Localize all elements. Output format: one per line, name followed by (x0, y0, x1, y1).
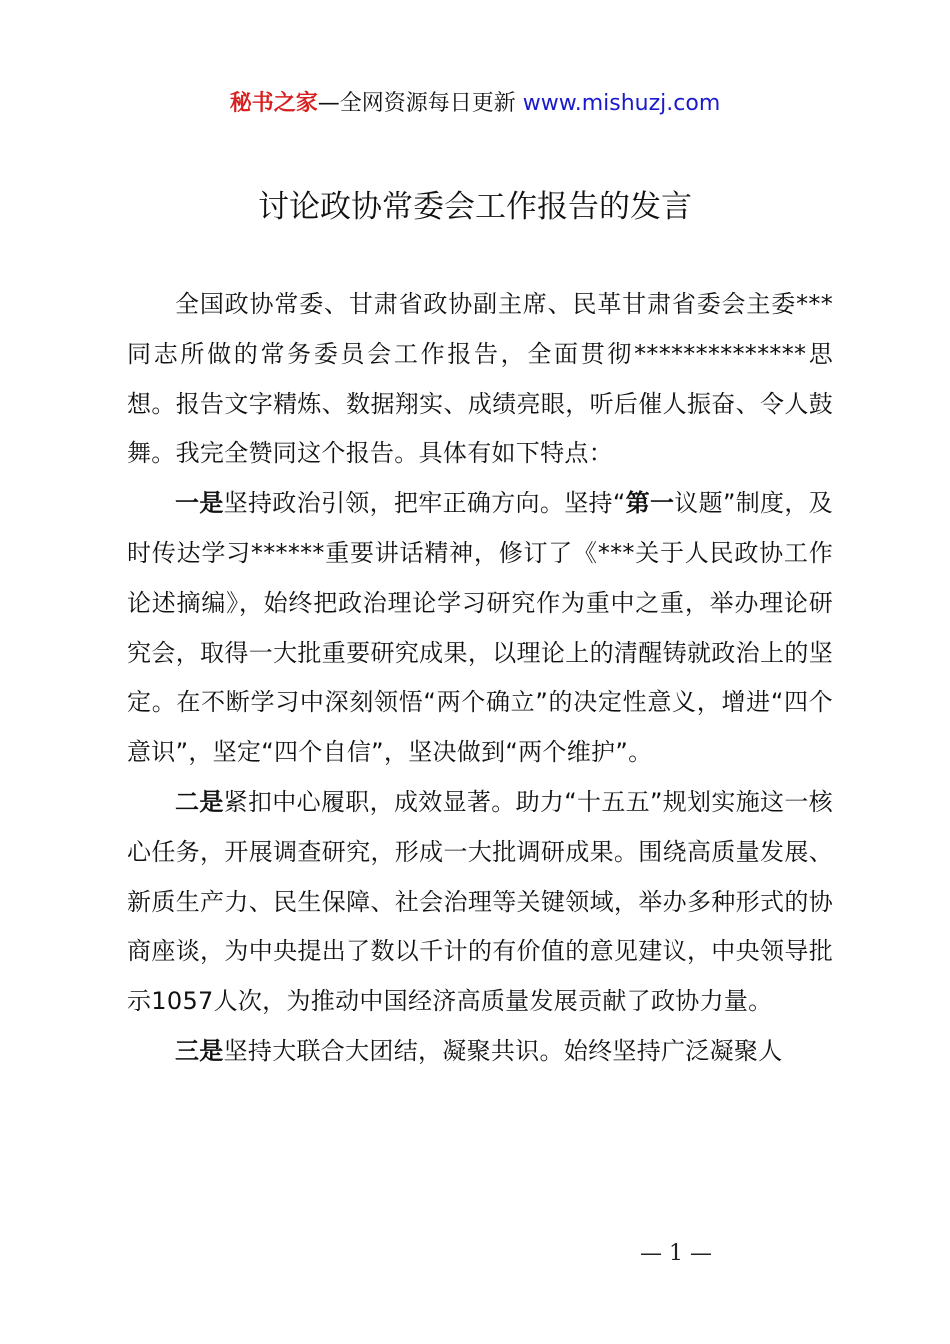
page-number: — 1 — (640, 1241, 712, 1266)
paragraph-lead: 二是 (175, 787, 224, 816)
paragraph-point-3 (127, 1027, 833, 1077)
site-url-link[interactable]: www.mishuzj.com (522, 91, 721, 116)
paragraph-text: 议题”制度，及时传达学习******重要讲话精神，修订了《***关于人民政协工作论述摘编》，始终把政治理论学习研究作为重中之重，举办理论研究会，取得一大批重要研究成果，以理论上的清醒铸就政治上的坚定。在不断学习中深刻领悟“两个确立”的决定性意义，增进“四个意识”，坚定“四个自信”，坚决做到“两个维护”。 (127, 489, 833, 767)
site-header (0, 86, 950, 122)
paragraph-text: 坚持政治引领，把牢正确方向。坚持“ (223, 489, 626, 518)
paragraph-intro (127, 280, 833, 479)
brand-name: 秘书之家 (229, 91, 318, 116)
paragraph-text: 紧扣中心履职，成效显著。助力“十五五”规划实施这一核心任务，开展调查研究，形成一大批调研成果。围绕高质量发展、新质生产力、民生保障、社会治理等关键领域，举办多种形式的协商座谈，为中央提出了数以千计的有价值的意见建议，中央领导批示1057人次，为推动中国经济高质量发展贡献了政协力量。 (127, 787, 833, 1016)
paragraph-text: 全国政协常委、甘肃省政协副主席、民革甘肃省委会主委***同志所做的常务委员会工作报告，全面贯彻**************思想。报告文字精炼、数据翔实、成绩亮眼，听后催人振奋、令人鼓舞。我完全赞同这个报告。具体有如下特点： (127, 290, 833, 468)
emphasis-text: 第一 (625, 489, 675, 518)
paragraph-lead: 一是 (175, 489, 224, 518)
paragraph-point-1 (127, 479, 833, 778)
paragraph-lead: 三是 (175, 1036, 224, 1065)
document-title: 讨论政协常委会工作报告的发言 (258, 189, 692, 225)
paragraph-point-2 (127, 778, 833, 1027)
paragraph-text: 坚持大联合大团结，凝聚共识。始终坚持广泛凝聚人 (223, 1036, 783, 1065)
document-body (127, 280, 833, 1077)
header-tagline: —全网资源每日更新 (317, 91, 523, 116)
